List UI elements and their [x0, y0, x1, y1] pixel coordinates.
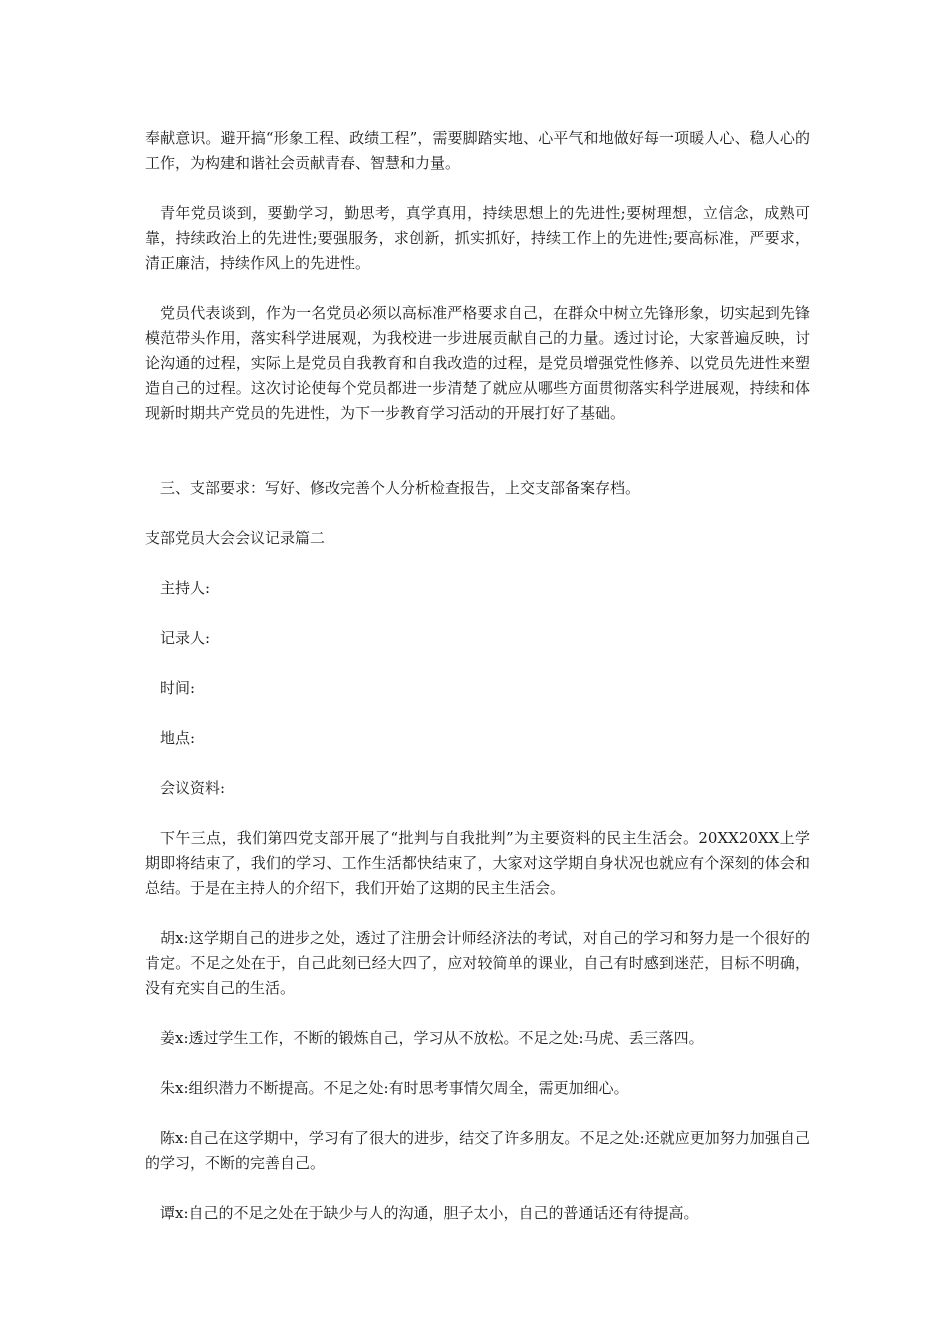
- field-recorder: 记录人:: [160, 629, 211, 647]
- section-title-part-two: 支部党员大会会议记录篇二: [145, 529, 326, 547]
- field-host: 主持人:: [160, 579, 211, 597]
- paragraph-member-hu: 胡x:这学期自己的进步之处，透过了注册会计师经济法的考试，对自己的学习和努力是一个很好的肯定。不足之处在于，自己此刻已经大四了，应对较简单的课业，自己有时感到迷茫，目标不明确，没有充实自己的生活。: [145, 929, 810, 997]
- paragraph-young-members: 青年党员谈到，要勤学习，勤思考，真学真用，持续思想上的先进性;要树理想，立信念，成熟可靠，持续政治上的先进性;要强服务，求创新，抓实抓好，持续工作上的先进性;要高标准，严要求，清正廉洁，持续作风上的先进性。: [145, 204, 810, 272]
- paragraph-member-representative: 党员代表谈到，作为一名党员必须以高标准严格要求自己，在群众中树立先锋形象，切实起到先锋模范带头作用，落实科学进展观，为我校进一步进展贡献自己的力量。透过讨论，大家普遍反映，讨论沟通的过程，实际上是党员自我教育和自我改造的过程，是党员增强党性修养、以党员先进性来塑造自己的过程。这次讨论使每个党员都进一步清楚了就应从哪些方面贯彻落实科学进展观，持续和体现新时期共产党员的先进性，为下一步教育学习活动的开展打好了基础。: [145, 304, 810, 422]
- paragraph-contribution: 奉献意识。避开搞“形象工程、政绩工程”，需要脚踏实地、心平气和地做好每一项暖人心、稳人心的工作，为构建和谐社会贡献青春、智慧和力量。: [145, 129, 810, 172]
- paragraph-meeting-intro: 下午三点，我们第四党支部开展了“批判与自我批判”为主要资料的民主生活会。20XX20XX上学期即将结束了，我们的学习、工作生活都快结束了，大家对这学期自身状况也就应有个深刻的体会和总结。于是在主持人的介绍下，我们开始了这期的民主生活会。: [145, 829, 810, 897]
- paragraph-member-jiang: 姜x:透过学生工作，不断的锻炼自己，学习从不放松。不足之处:马虎、丢三落四。: [160, 1029, 704, 1047]
- paragraph-branch-requirements: 三、支部要求：写好、修改完善个人分析检查报告，上交支部备案存档。: [160, 479, 641, 497]
- paragraph-member-zhu: 朱x:组织潜力不断提高。不足之处:有时思考事情欠周全，需更加细心。: [160, 1079, 629, 1097]
- field-meeting-materials: 会议资料:: [160, 779, 226, 797]
- paragraph-member-chen: 陈x:自己在这学期中，学习有了很大的进步，结交了许多朋友。不足之处:还就应更加努力加强自己的学习，不断的完善自己。: [145, 1129, 810, 1172]
- field-location: 地点:: [160, 729, 196, 747]
- field-time: 时间:: [160, 679, 196, 697]
- paragraph-member-tan: 谭x:自己的不足之处在于缺少与人的沟通，胆子太小，自己的普通话还有待提高。: [160, 1204, 699, 1222]
